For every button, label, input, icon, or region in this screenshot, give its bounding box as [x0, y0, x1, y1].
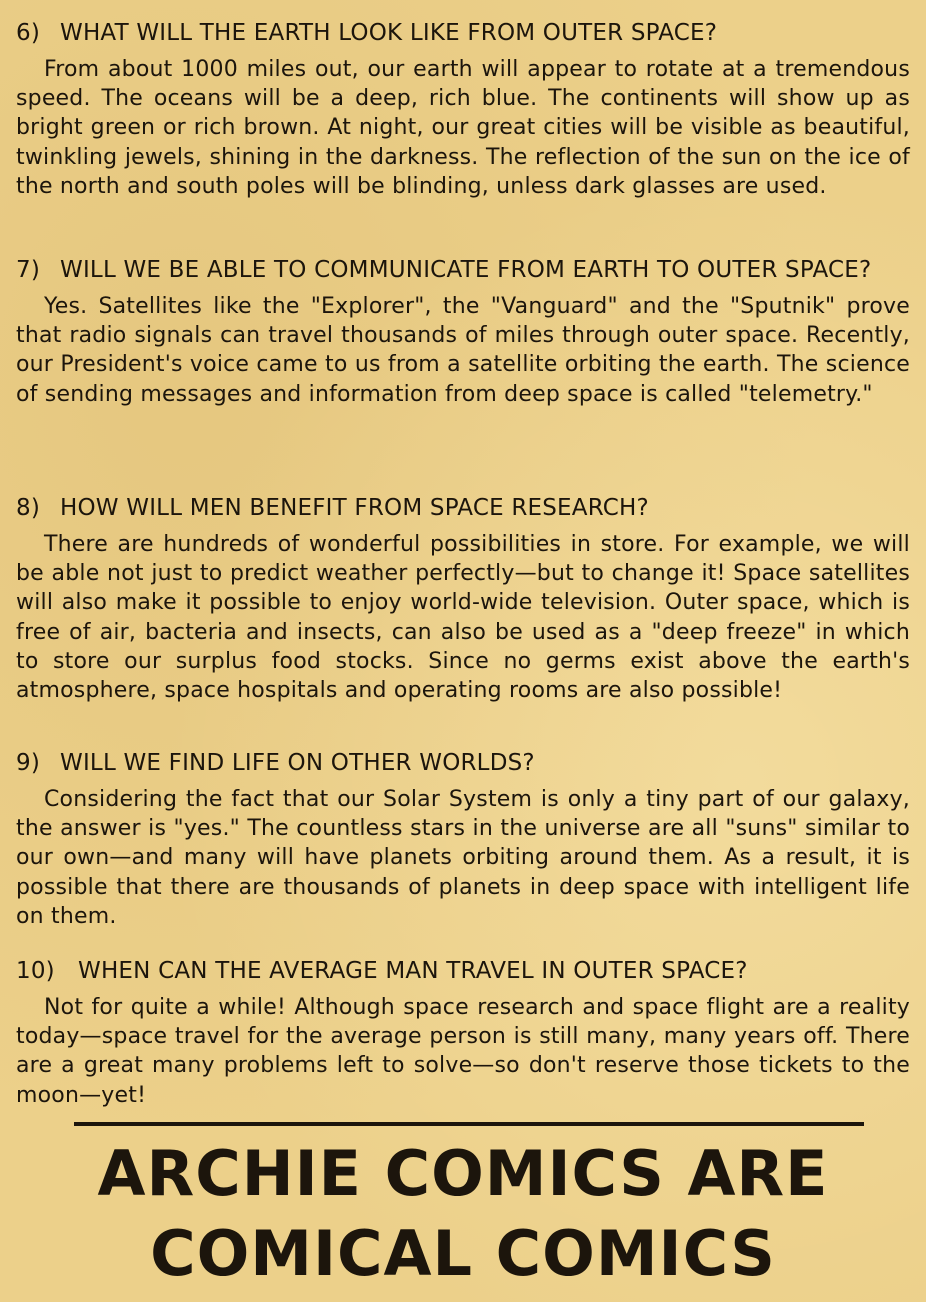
question-text: WHAT WILL THE EARTH LOOK LIKE FROM OUTER SPACE? — [60, 20, 718, 46]
answer-paragraph: From about 1000 miles out, our earth will appear to rotate at a tremendous speed. The oceans will be a deep, rich blue. The continents will show up as bright green or rich brown. At night, our great cities will be visible as beautiful, twinkling jewels, shining in the darkness. The reflection of the sun on the ice of the north and south poles will be blinding, unless dark glasses are used. — [16, 57, 910, 199]
question-number: 6) — [16, 20, 41, 46]
slogan-banner — [0, 1134, 926, 1294]
question-7 — [0, 257, 926, 409]
divider-rule — [74, 1122, 864, 1126]
answer-paragraph: Considering the fact that our Solar System is only a tiny part of our galaxy, the answer is "yes." The countless stars in the universe are all "suns" similar to our own—and many will have planets orbiting around them. As a result, it is possible that there are thousands of planets in deep space with intelligent life on them. — [16, 787, 910, 929]
question-8 — [0, 495, 926, 705]
question-number: 9) — [16, 750, 41, 776]
question-number: 8) — [16, 495, 41, 521]
question-text: WHEN CAN THE AVERAGE MAN TRAVEL IN OUTER SPACE? — [78, 958, 748, 984]
answer-paragraph: Not for quite a while! Although space research and space flight are a reality today—space travel for the average person is still many, many years off. There are a great many problems left to solve—so don't reserve those tickets to the moon—yet! — [16, 995, 910, 1108]
question-heading — [0, 257, 926, 284]
answer-paragraph: There are hundreds of wonderful possibilities in store. For example, we will be able not just to predict weather perfectly—but to change it! Space satellites will also make it possible to enjoy world-wide television. Outer space, which is free of air, bacteria and insects, can also be used as a "deep freeze" in which to store our surplus food stocks. Since no germs exist above the earth's atmosphere, space hospitals and operating rooms are also possible! — [16, 532, 910, 704]
slogan-line-2: COMICAL COMICS — [150, 1217, 776, 1290]
question-9 — [0, 750, 926, 931]
question-10 — [0, 958, 926, 1110]
question-heading — [0, 20, 926, 47]
question-heading — [0, 958, 926, 985]
question-text: HOW WILL MEN BENEFIT FROM SPACE RESEARCH? — [60, 495, 649, 521]
question-heading — [0, 750, 926, 777]
question-text: WILL WE BE ABLE TO COMMUNICATE FROM EARTH TO OUTER SPACE? — [60, 257, 872, 283]
slogan-line-1: ARCHIE COMICS ARE — [97, 1137, 829, 1210]
answer-paragraph: Yes. Satellites like the "Explorer", the "Vanguard" and the "Sputnik" prove that radio signals can travel thousands of miles through outer space. Recently, our President's voice came to us from a satellite orbiting the earth. The science of sending messages and information from deep space is called "telemetry." — [16, 294, 910, 407]
question-text: WILL WE FIND LIFE ON OTHER WORLDS? — [60, 750, 535, 776]
question-6 — [0, 20, 926, 201]
question-heading — [0, 495, 926, 522]
question-number: 7) — [16, 257, 41, 283]
question-number: 10) — [16, 958, 55, 984]
